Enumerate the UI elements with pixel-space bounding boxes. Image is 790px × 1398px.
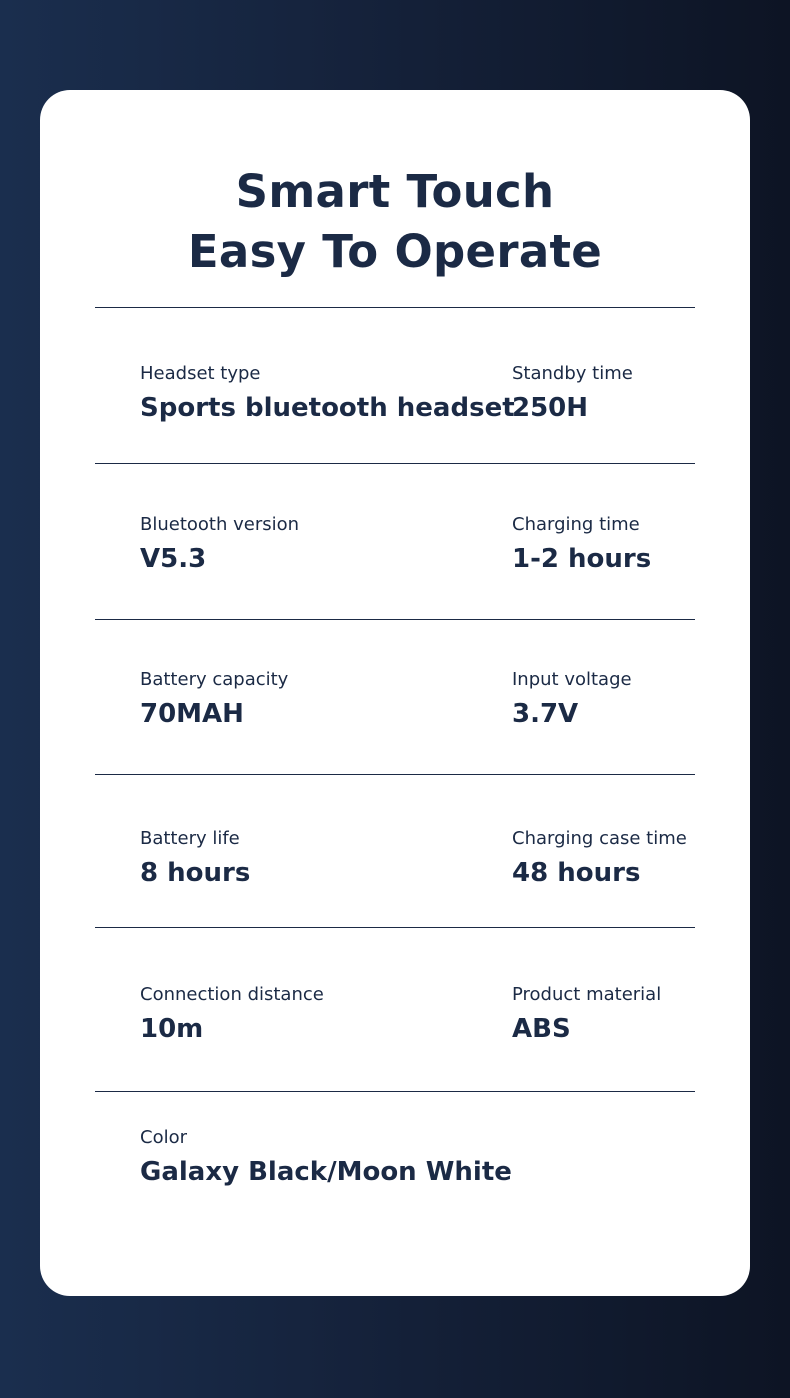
spec-value: Sports bluetooth headset bbox=[140, 393, 515, 423]
spec-connection-distance bbox=[140, 984, 324, 1046]
spec-label: Headset type bbox=[140, 363, 261, 384]
page-title bbox=[0, 162, 790, 282]
spec-label: Bluetooth version bbox=[140, 514, 300, 535]
spec-value: 8 hours bbox=[140, 858, 251, 888]
spec-battery-capacity bbox=[140, 669, 288, 731]
divider bbox=[95, 619, 695, 620]
spec-label: Battery capacity bbox=[140, 669, 289, 690]
spec-input-voltage bbox=[512, 669, 632, 731]
title-line-2: Easy To Operate bbox=[187, 225, 603, 278]
spec-value: 250H bbox=[512, 393, 589, 423]
spec-bluetooth-version bbox=[140, 514, 299, 576]
spec-value: ABS bbox=[512, 1014, 571, 1044]
spec-standby-time bbox=[512, 363, 633, 425]
spec-label: Input voltage bbox=[512, 669, 632, 690]
divider bbox=[95, 1091, 695, 1092]
divider bbox=[95, 774, 695, 775]
spec-label: Connection distance bbox=[140, 984, 324, 1005]
spec-label: Standby time bbox=[512, 363, 633, 384]
spec-label: Color bbox=[140, 1127, 187, 1148]
spec-headset-type bbox=[140, 363, 515, 425]
spec-label: Product material bbox=[512, 984, 662, 1005]
spec-charging-time bbox=[512, 514, 651, 576]
spec-value: 10m bbox=[140, 1014, 204, 1044]
spec-value: V5.3 bbox=[140, 544, 207, 574]
spec-label: Charging time bbox=[512, 514, 640, 535]
spec-value: 1-2 hours bbox=[512, 544, 652, 574]
divider bbox=[95, 463, 695, 464]
spec-value: 3.7V bbox=[512, 699, 579, 729]
spec-value: 48 hours bbox=[512, 858, 641, 888]
spec-battery-life bbox=[140, 828, 250, 890]
spec-charging-case-time bbox=[512, 828, 687, 890]
title-line-1: Smart Touch bbox=[235, 165, 555, 218]
divider bbox=[95, 307, 695, 308]
spec-value: Galaxy Black/Moon White bbox=[140, 1157, 512, 1187]
spec-color bbox=[140, 1127, 512, 1189]
divider bbox=[95, 927, 695, 928]
spec-product-material bbox=[512, 984, 661, 1046]
spec-label: Battery life bbox=[140, 828, 240, 849]
spec-value: 70MAH bbox=[140, 699, 244, 729]
spec-label: Charging case time bbox=[512, 828, 687, 849]
